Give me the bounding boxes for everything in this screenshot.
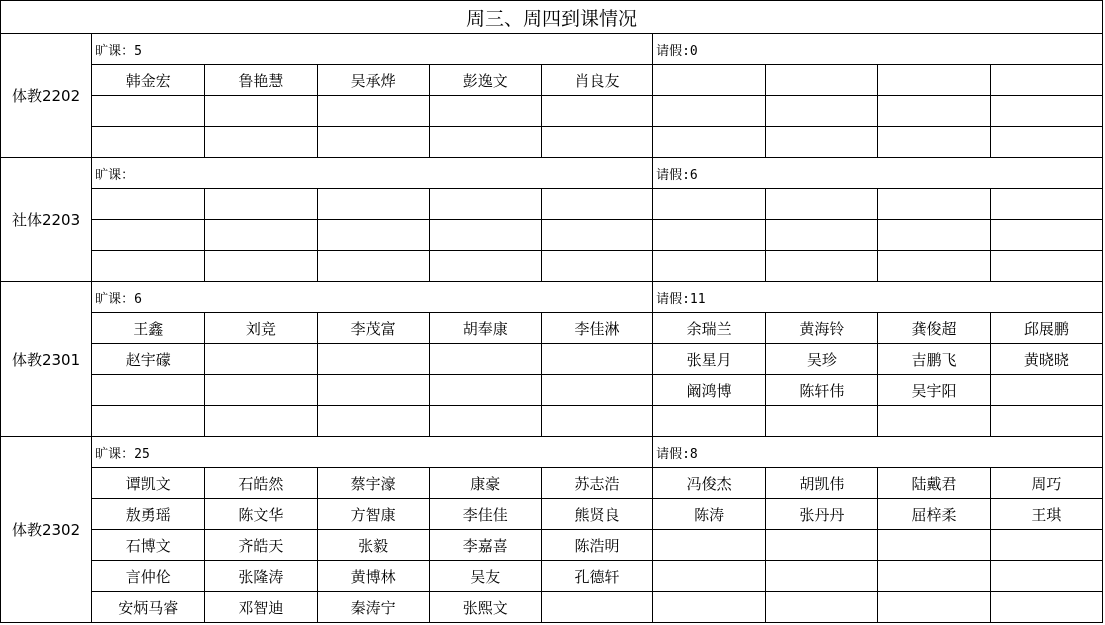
leave-student-cell	[878, 592, 990, 623]
name-row	[1, 189, 1103, 220]
name-row	[1, 251, 1103, 282]
absent-student-cell: 陈浩明	[541, 530, 652, 561]
leave-student-cell: 胡凯伟	[766, 468, 878, 499]
absent-student-cell	[429, 375, 541, 406]
absent-student-cell: 彭逸文	[429, 65, 541, 96]
absent-student-cell: 肖良友	[541, 65, 652, 96]
absent-student-cell	[205, 251, 317, 282]
absent-student-cell	[541, 592, 652, 623]
absent-student-cell	[541, 406, 652, 437]
leave-student-cell	[766, 592, 878, 623]
absent-student-cell	[541, 375, 652, 406]
name-row	[1, 65, 1103, 96]
leave-student-cell	[990, 127, 1102, 158]
absent-student-cell: 王鑫	[92, 313, 205, 344]
leave-student-cell	[653, 65, 766, 96]
absent-student-cell: 齐皓天	[205, 530, 317, 561]
absent-student-cell	[92, 127, 205, 158]
name-row	[1, 499, 1103, 530]
leave-student-cell	[653, 220, 766, 251]
leave-student-cell	[990, 375, 1102, 406]
absent-student-cell	[205, 189, 317, 220]
leave-student-cell	[766, 251, 878, 282]
absent-student-cell: 韩金宏	[92, 65, 205, 96]
absent-student-cell: 孔德轩	[541, 561, 652, 592]
leave-student-cell	[878, 220, 990, 251]
group-header-row	[1, 158, 1103, 189]
absent-student-cell	[541, 96, 652, 127]
absent-student-cell	[541, 220, 652, 251]
absent-student-cell: 石皓然	[205, 468, 317, 499]
name-row	[1, 96, 1103, 127]
leave-student-cell	[766, 561, 878, 592]
leave-student-cell	[990, 251, 1102, 282]
absent-student-cell: 邓智迪	[205, 592, 317, 623]
absent-student-cell: 赵宇礞	[92, 344, 205, 375]
name-row	[1, 406, 1103, 437]
leave-student-cell	[653, 530, 766, 561]
group-header-row	[1, 282, 1103, 313]
leave-student-cell	[653, 251, 766, 282]
absent-student-cell: 李茂富	[317, 313, 429, 344]
absent-student-cell	[92, 220, 205, 251]
group-header-row	[1, 34, 1103, 65]
class-name-cell: 体教2302	[1, 437, 92, 623]
leave-student-cell	[653, 561, 766, 592]
absent-student-cell	[92, 406, 205, 437]
absent-student-cell	[92, 96, 205, 127]
absent-student-cell	[541, 344, 652, 375]
absent-count-label: 旷课：5	[92, 34, 653, 65]
absent-student-cell: 熊贤良	[541, 499, 652, 530]
absent-student-cell: 刘竞	[205, 313, 317, 344]
absent-student-cell: 黄博林	[317, 561, 429, 592]
absent-student-cell	[541, 189, 652, 220]
absent-student-cell	[429, 344, 541, 375]
absent-student-cell: 蔡宇濠	[317, 468, 429, 499]
leave-student-cell: 黄晓晓	[990, 344, 1102, 375]
absent-student-cell: 张隆涛	[205, 561, 317, 592]
leave-count-label: 请假:6	[653, 158, 1103, 189]
leave-student-cell: 阚鸿博	[653, 375, 766, 406]
leave-student-cell	[990, 406, 1102, 437]
absent-student-cell: 李佳佳	[429, 499, 541, 530]
leave-student-cell	[878, 406, 990, 437]
absent-student-cell	[429, 406, 541, 437]
absent-student-cell: 言仲伦	[92, 561, 205, 592]
leave-student-cell: 张星月	[653, 344, 766, 375]
absent-student-cell: 张毅	[317, 530, 429, 561]
absent-student-cell	[317, 251, 429, 282]
class-name-cell: 社体2203	[1, 158, 92, 282]
leave-student-cell	[766, 96, 878, 127]
absent-count-label: 旷课：25	[92, 437, 653, 468]
leave-student-cell	[878, 96, 990, 127]
leave-student-cell	[990, 561, 1102, 592]
leave-student-cell	[990, 530, 1102, 561]
absent-student-cell	[429, 127, 541, 158]
leave-student-cell: 龚俊超	[878, 313, 990, 344]
leave-student-cell: 吉鹏飞	[878, 344, 990, 375]
leave-student-cell	[653, 406, 766, 437]
absent-student-cell	[429, 251, 541, 282]
name-row	[1, 468, 1103, 499]
absent-student-cell	[317, 375, 429, 406]
leave-student-cell	[653, 592, 766, 623]
leave-student-cell: 邱展鹏	[990, 313, 1102, 344]
absent-student-cell: 李佳淋	[541, 313, 652, 344]
leave-student-cell	[878, 65, 990, 96]
absent-student-cell	[541, 127, 652, 158]
name-row	[1, 561, 1103, 592]
leave-student-cell	[878, 251, 990, 282]
absent-student-cell: 石博文	[92, 530, 205, 561]
leave-student-cell: 冯俊杰	[653, 468, 766, 499]
leave-student-cell	[766, 65, 878, 96]
absent-student-cell: 张熙文	[429, 592, 541, 623]
leave-student-cell	[878, 530, 990, 561]
leave-student-cell: 陈涛	[653, 499, 766, 530]
absent-student-cell	[317, 127, 429, 158]
leave-student-cell	[878, 189, 990, 220]
name-row	[1, 127, 1103, 158]
absent-student-cell	[205, 96, 317, 127]
absent-student-cell	[317, 344, 429, 375]
leave-student-cell	[766, 127, 878, 158]
absent-student-cell	[205, 406, 317, 437]
name-row	[1, 530, 1103, 561]
leave-student-cell	[990, 189, 1102, 220]
absent-student-cell	[317, 406, 429, 437]
absent-student-cell: 吴友	[429, 561, 541, 592]
class-name-cell: 体教2301	[1, 282, 92, 437]
absent-student-cell: 谭凯文	[92, 468, 205, 499]
name-row	[1, 344, 1103, 375]
absent-student-cell: 敖勇瑶	[92, 499, 205, 530]
absent-student-cell	[205, 344, 317, 375]
leave-student-cell	[653, 189, 766, 220]
class-name-cell: 体教2202	[1, 34, 92, 158]
leave-student-cell: 王琪	[990, 499, 1102, 530]
absent-student-cell: 鲁艳慧	[205, 65, 317, 96]
leave-count-label: 请假:0	[653, 34, 1103, 65]
absent-student-cell	[205, 127, 317, 158]
absent-student-cell	[205, 375, 317, 406]
leave-student-cell: 陆戴君	[878, 468, 990, 499]
leave-student-cell: 黄海铃	[766, 313, 878, 344]
leave-student-cell: 陈轩伟	[766, 375, 878, 406]
leave-student-cell	[878, 127, 990, 158]
leave-count-label: 请假:8	[653, 437, 1103, 468]
sheet-title: 周三、周四到课情况	[1, 1, 1103, 34]
absent-student-cell	[317, 96, 429, 127]
absent-student-cell	[429, 220, 541, 251]
group-header-row	[1, 437, 1103, 468]
absent-student-cell: 康豪	[429, 468, 541, 499]
absent-student-cell	[92, 189, 205, 220]
absent-student-cell: 陈文华	[205, 499, 317, 530]
leave-student-cell: 余瑞兰	[653, 313, 766, 344]
leave-student-cell	[990, 65, 1102, 96]
leave-student-cell: 吴珍	[766, 344, 878, 375]
leave-student-cell	[766, 189, 878, 220]
name-row	[1, 375, 1103, 406]
name-row	[1, 592, 1103, 623]
absent-student-cell	[92, 251, 205, 282]
leave-student-cell: 周巧	[990, 468, 1102, 499]
absent-student-cell	[92, 375, 205, 406]
absent-student-cell	[205, 220, 317, 251]
absent-student-cell	[317, 189, 429, 220]
leave-student-cell	[766, 406, 878, 437]
absent-student-cell: 李嘉喜	[429, 530, 541, 561]
absent-student-cell: 方智康	[317, 499, 429, 530]
leave-count-label: 请假:11	[653, 282, 1103, 313]
absent-student-cell	[429, 96, 541, 127]
leave-student-cell: 屈梓柔	[878, 499, 990, 530]
leave-student-cell	[766, 220, 878, 251]
leave-student-cell	[878, 561, 990, 592]
absent-count-label: 旷课：6	[92, 282, 653, 313]
name-row	[1, 313, 1103, 344]
absent-student-cell: 安炳马睿	[92, 592, 205, 623]
absent-student-cell	[541, 251, 652, 282]
leave-student-cell	[653, 96, 766, 127]
leave-student-cell	[653, 127, 766, 158]
leave-student-cell: 张丹丹	[766, 499, 878, 530]
title-row	[1, 1, 1103, 34]
leave-student-cell	[990, 592, 1102, 623]
absent-student-cell	[317, 220, 429, 251]
absent-student-cell: 苏志浩	[541, 468, 652, 499]
leave-student-cell	[990, 220, 1102, 251]
absent-student-cell: 吴承烨	[317, 65, 429, 96]
absent-student-cell: 胡奉康	[429, 313, 541, 344]
absent-count-label: 旷课：	[92, 158, 653, 189]
leave-student-cell	[766, 530, 878, 561]
leave-student-cell	[990, 96, 1102, 127]
name-row	[1, 220, 1103, 251]
absent-student-cell: 秦涛宁	[317, 592, 429, 623]
leave-student-cell: 吴宇阳	[878, 375, 990, 406]
absent-student-cell	[429, 189, 541, 220]
